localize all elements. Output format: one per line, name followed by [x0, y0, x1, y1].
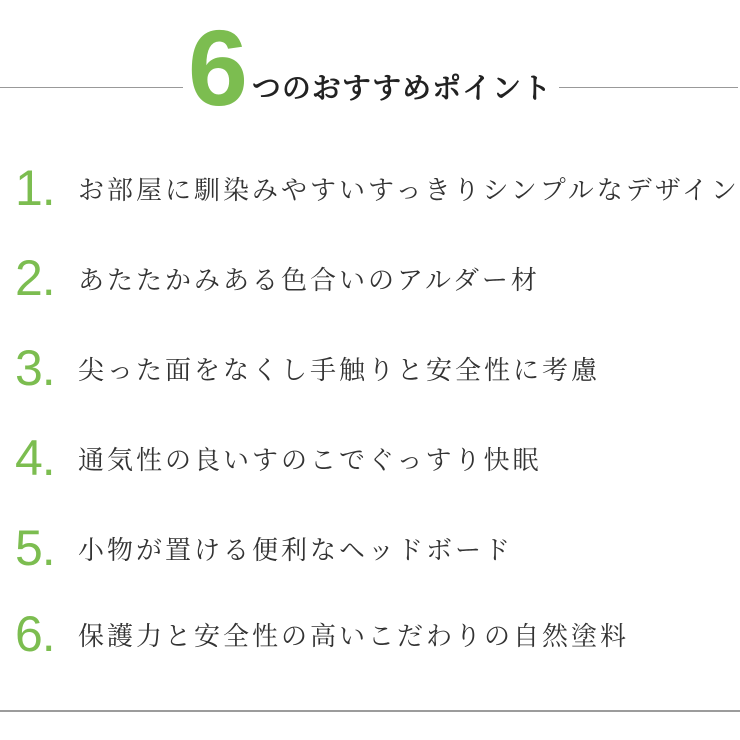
point-number: 3. [15, 340, 55, 396]
section-title: つのおすすめポイント [251, 73, 553, 106]
point-text: お部屋に馴染みやすいすっきりシンプルなデザイン [78, 174, 740, 205]
section-header [0, 7, 740, 128]
point-number: 5. [15, 520, 55, 576]
point-text: 尖った面をなくし手触りと安全性に考慮 [78, 354, 601, 385]
point-number: 6. [15, 606, 55, 662]
bottom-divider [0, 710, 740, 712]
point-item-6 [0, 604, 740, 664]
point-text: 小物が置ける便利なヘッドボード [78, 534, 514, 565]
point-number: 4. [15, 430, 55, 486]
point-number: 1. [15, 160, 55, 216]
point-item-3 [0, 338, 740, 398]
header-big-number: 6 [187, 7, 246, 128]
point-text: 保護力と安全性の高いこだわりの自然塗料 [78, 620, 630, 651]
point-item-5 [0, 518, 740, 578]
point-item-1 [0, 158, 740, 218]
point-text: あたたかみある色合いのアルダー材 [78, 264, 540, 295]
point-text: 通気性の良いすのこでぐっすり快眠 [78, 444, 542, 475]
point-item-2 [0, 248, 740, 308]
point-item-4 [0, 428, 740, 488]
point-number: 2. [15, 250, 55, 306]
